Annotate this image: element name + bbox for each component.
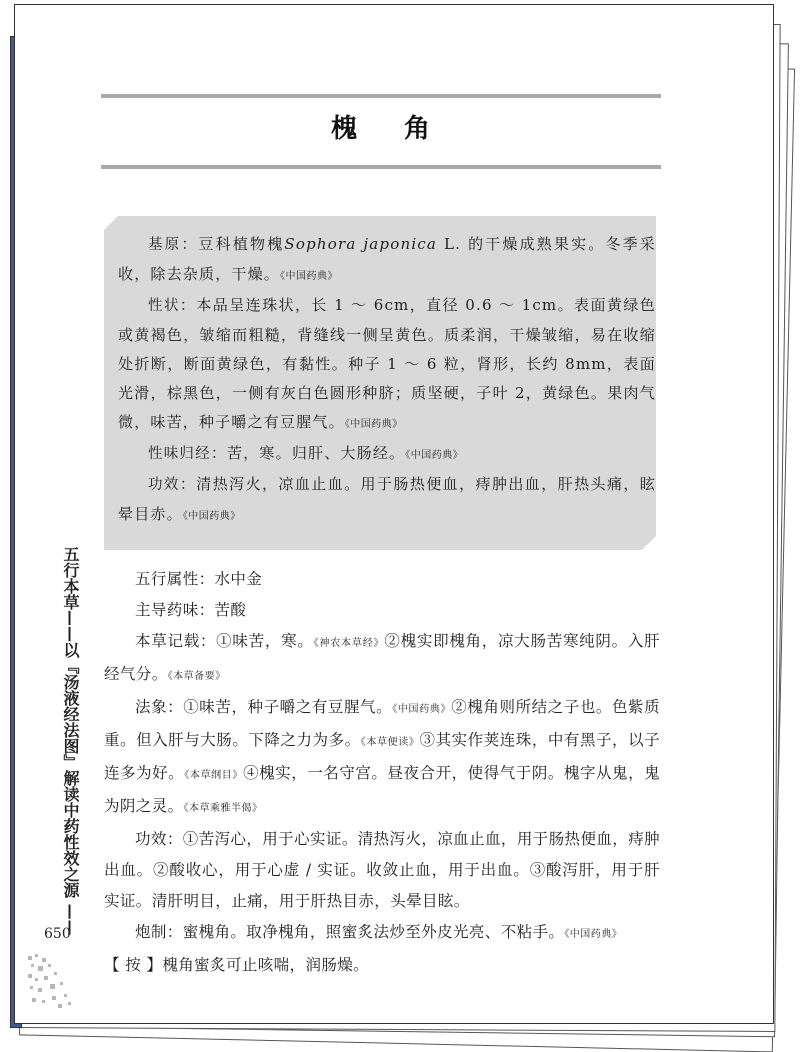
source-ref: 《本草纲目》 [184, 770, 244, 781]
page-title [101, 108, 661, 145]
main-text [104, 564, 660, 981]
zhudao-line: 主导药味：苦酸 [135, 601, 247, 619]
note-paragraph: 【 按 】槐角蜜炙可止咳喘，润肠燥。 [104, 956, 370, 974]
decorative-pattern-icon [26, 952, 76, 1012]
character-paragraph: 性状：本品呈连珠状，长 1 ～ 6cm，直径 0.6 ～ 1cm。表面黄绿色或黄褐色，皱缩而粗糙，背缝线一侧呈黄色。质柔润，干燥皱缩，易在收缩处折断，断面黄绿色，有黏性。种子 1 ～ 6 粒，肾形，长约 8mm，表面光滑，棕黑色，一侧有灰白色圆形种脐；质坚硬，子叶 2，黄绿色。果肉气微，味苦，种子嚼之有豆腥气。《中国药典》 [118, 296, 656, 431]
nature-label: 性味归经 [148, 446, 211, 462]
source-ref: 《本草乘雅半偈》 [183, 803, 263, 814]
series-title-vertical: 五行本草——以『汤液经法图』解读中药性效之源 —— [61, 546, 80, 936]
source-ref: 《中国药典》 [344, 419, 403, 430]
info-box [104, 216, 656, 550]
wuxing-line: 五行属性：水中金 [135, 570, 263, 588]
efficacy-paragraph: 功效：清热泻火，凉血止血。用于肠热便血，痔肿出血，肝热头痛，眩晕目赤。《中国药典》 [118, 475, 656, 523]
origin-paragraph: 基原：豆科植物槐Sophora japonica L. 的干燥成熟果实。冬季采收，除去杂质，干燥。《中国药典》 [118, 235, 656, 283]
source-ref: 《中国药典》 [405, 450, 464, 461]
efficacy-label: 功效 [148, 477, 180, 493]
source-ref: 《中国药典》 [392, 704, 452, 715]
note-bracket: 【 按 】 [104, 956, 163, 974]
bencao-paragraph: 本草记载：①味苦，寒。《神农本草经》②槐实即槐角，凉大肠苦寒纯阴。入肝经气分。《本草备要》 [104, 632, 661, 683]
source-ref: 《本草便读》 [360, 737, 420, 748]
source-ref: 《中国药典》 [564, 929, 623, 940]
title-rule-top [101, 94, 661, 98]
source-ref: 《中国药典》 [280, 271, 339, 282]
title-rule-bottom [101, 165, 661, 169]
paozhi-paragraph: 炮制：蜜槐角。取净槐角，照蜜炙法炒至外皮光亮、不粘手。《中国药典》 [135, 923, 623, 941]
page-number: 650 [44, 926, 71, 942]
title-char-2: 角 [404, 114, 432, 144]
source-ref: 《神农本草经》 [313, 638, 385, 649]
latin-name: Sophora japonica [284, 235, 438, 253]
gongxiao-paragraph: 功效：①苦泻心，用于心实证。清热泻火，凉血止血，用于肠热便血，痔肿出血。②酸收心，用于心虚 / 实证。收敛止血，用于出血。③酸泻肝，用于肝实证。清肝明目，止痛，用于肝热目赤，头晕目眩。 [104, 830, 660, 910]
source-ref: 《中国药典》 [182, 511, 241, 522]
nature-paragraph: 性味归经：苦，寒。归肝、大肠经。《中国药典》 [148, 444, 464, 462]
title-char-1: 槐 [330, 114, 358, 144]
origin-label: 基原 [148, 237, 182, 253]
character-label: 性状 [148, 298, 180, 314]
source-ref: 《本草备要》 [167, 671, 226, 682]
faxiang-paragraph: 法象：①味苦，种子嚼之有豆腥气。《中国药典》②槐角则所结之子也。色紫质重。但入肝与大肠。下降之力为多。《本草便读》③其实作荚连珠，中有黑子，以子连多为好。《本草纲目》④槐实，一名守宫。昼夜合开，使得气于阴。槐字从鬼，鬼为阴之灵。《本草乘雅半偈》 [104, 698, 661, 815]
